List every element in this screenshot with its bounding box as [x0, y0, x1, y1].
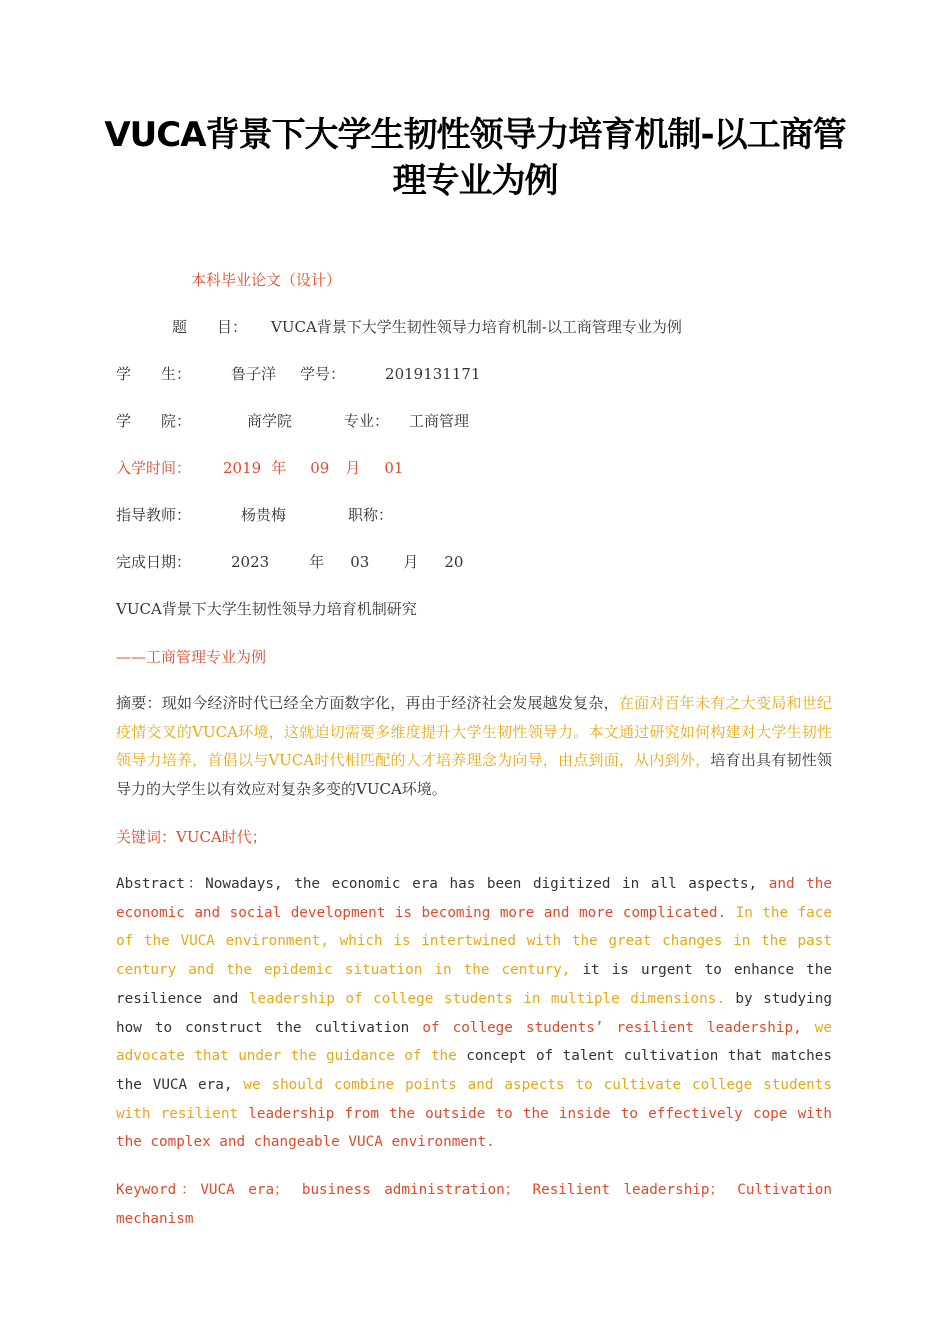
abstract-en-s2: and the economic and social development is becoming more and more complicated.	[116, 876, 832, 921]
document-title: VUCA背景下大学生韧性领导力培育机制-以工商管理专业为例	[104, 115, 846, 201]
abstract-en-s4: it is urgent to enhance the resilience and	[116, 962, 832, 1007]
enroll-year: 2019	[223, 459, 262, 477]
id-label: 学号：	[300, 365, 346, 383]
keywords-en: Keyword：VUCA era； business administration； Resilient leadership； Cultivation mechanism	[116, 1182, 832, 1227]
done-day: 20	[444, 553, 464, 571]
abstract-cn-part2: 在面对百年未有之大变局和世纪疫情交叉的VUCA环境，这就迫切需要多维度提升大学生韧性领导力。本文通过研究如何构建对大学生韧性领导力培养，首倡以与VUCA时代相匹配的人才培养理念为向导，由点到面，从内到外，	[116, 694, 832, 770]
advisor-row	[116, 505, 393, 525]
done-label: 完成日期：	[116, 553, 192, 571]
topic-label: 题 目：	[172, 318, 248, 336]
topic-value: VUCA背景下大学生韧性领导力培育机制-以工商管理专业为例	[271, 318, 682, 336]
topic-row	[172, 317, 682, 337]
advisor-label: 指导教师：	[116, 506, 192, 524]
student-value: 鲁子洋	[231, 365, 277, 383]
done-month: 03	[350, 553, 370, 571]
done-month-unit: 月	[403, 553, 419, 571]
cover-header: 本科毕业论文（设计）	[191, 271, 342, 289]
abstract-en-s6: by studying how to construct the cultivation	[116, 990, 832, 1036]
advisor-value: 杨贵梅	[241, 506, 287, 524]
abstract-en-s5: leadership of college students in multiple dimensions.	[248, 990, 736, 1007]
abstract-en-s1: Abstract：Nowadays, the economic era has been digitized in all aspects,	[116, 876, 769, 892]
college-value: 商学院	[247, 412, 293, 430]
thesis-subtitle: ——工商管理专业为例	[116, 648, 267, 666]
major-label: 专业：	[344, 412, 390, 430]
done-row	[116, 552, 463, 572]
abstract-en-s11: leadership from the outside to the inside to effectively cope with the complex and changeable VUCA environment.	[116, 1105, 832, 1151]
abstract-en-s10: we should combine points and aspects to cultivate college students with resilient	[116, 1076, 832, 1122]
id-value: 2019131171	[385, 365, 481, 383]
thesis-title: VUCA背景下大学生韧性领导力培育机制研究	[116, 600, 417, 618]
student-label: 学 生：	[116, 365, 192, 383]
abstract-en-s9: concept of talent cultivation that matches the VUCA era,	[116, 1048, 832, 1093]
done-year-unit: 年	[309, 553, 325, 571]
keywords-cn: 关键词：VUCA时代；	[116, 828, 267, 846]
major-value: 工商管理	[409, 412, 470, 430]
abstract-en	[116, 870, 832, 1157]
enroll-label: 入学时间：	[116, 459, 192, 477]
college-label: 学 院：	[116, 412, 192, 430]
abstract-cn-part3: 培育出具有韧性领导力的大学生以有效应对复杂多变的VUCA环境。	[116, 751, 832, 799]
enroll-month-unit: 月	[345, 459, 361, 477]
college-row	[116, 411, 469, 431]
abstract-cn-part1: 摘要：现如今经济时代已经全方面数字化，再由于经济社会发展越发复杂，	[116, 694, 619, 712]
rank-label: 职称：	[348, 506, 394, 524]
enroll-row	[116, 458, 403, 478]
abstract-cn	[116, 689, 832, 804]
abstract-en-s3: In the face of the VUCA environment, which is intertwined with the great changes in the past century and the epidemic situation in the century,	[116, 904, 832, 979]
enroll-month: 09	[310, 459, 330, 477]
enroll-day: 01	[384, 459, 404, 477]
student-row	[116, 364, 480, 384]
done-year: 2023	[231, 553, 270, 571]
abstract-en-s7: of college students’ resilient leadership,	[422, 1019, 815, 1036]
enroll-year-unit: 年	[271, 459, 287, 477]
abstract-en-s8: we advocate that under the guidance of the	[116, 1019, 833, 1065]
